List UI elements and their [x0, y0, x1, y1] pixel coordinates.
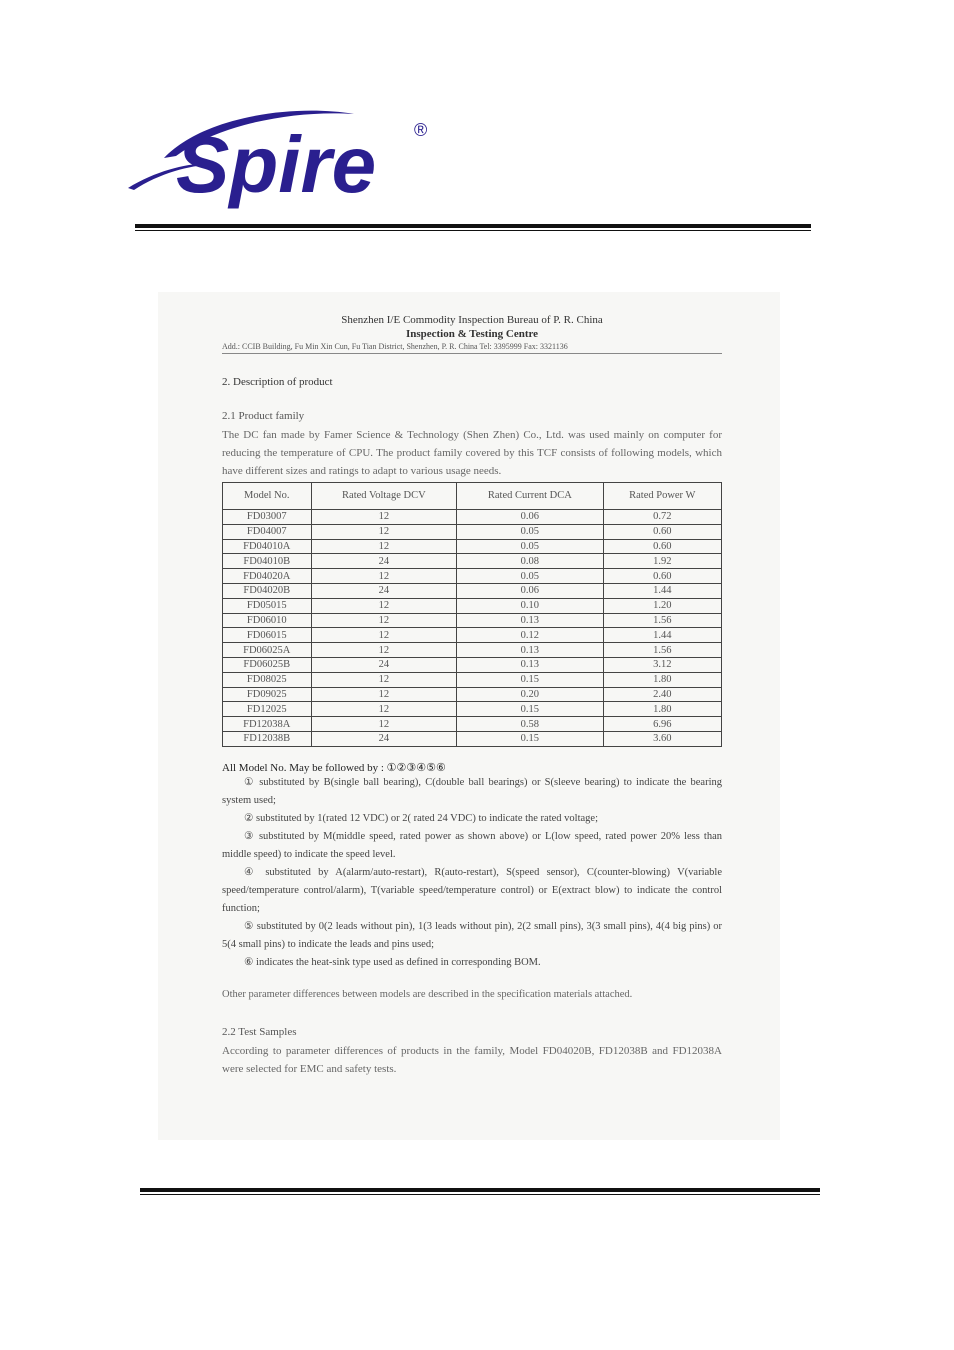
cell-rated-power: 0.60 [603, 569, 721, 584]
table-row [223, 702, 722, 717]
table-row [223, 672, 722, 687]
cell-rated-current: 0.15 [457, 702, 603, 717]
bureau-name: Shenzhen I/E Commodity Inspection Bureau of P. R. China [341, 314, 603, 326]
centre-name: Inspection & Testing Centre [405, 328, 539, 340]
model-table [222, 482, 722, 747]
cell-model-no: FD04020B [223, 583, 312, 598]
cell-rated-voltage: 12 [311, 598, 457, 613]
cell-rated-voltage: 12 [311, 687, 457, 702]
table-row [223, 628, 722, 643]
cell-model-no: FD12038A [223, 717, 312, 732]
cell-rated-current: 0.05 [457, 539, 603, 554]
cell-rated-power: 1.44 [603, 583, 721, 598]
footer-rule-thin [140, 1194, 820, 1195]
table-row [223, 657, 722, 672]
model-table-body [223, 510, 722, 747]
header-rule [135, 224, 811, 228]
cell-rated-power: 3.12 [603, 657, 721, 672]
cell-rated-current: 0.10 [457, 598, 603, 613]
cell-rated-power: 1.56 [603, 643, 721, 658]
cell-model-no: FD09025 [223, 687, 312, 702]
cell-model-no: FD06025A [223, 643, 312, 658]
cell-model-no: FD06015 [223, 628, 312, 643]
cell-rated-current: 0.06 [457, 583, 603, 598]
cell-rated-current: 0.13 [457, 613, 603, 628]
table-row [223, 598, 722, 613]
cell-rated-current: 0.20 [457, 687, 603, 702]
col-rated-voltage: Rated Voltage DCV [311, 483, 457, 510]
header-rule-thin [135, 230, 811, 231]
cell-rated-power: 0.72 [603, 510, 721, 525]
cell-rated-voltage: 12 [311, 569, 457, 584]
product-family-intro: The DC fan made by Famer Science & Technology (Shen Zhen) Co., Ltd. was used mainly on computer for reducing the temperature of CPU. The product family covered by this TCF consists of following models, which have different sizes and ratings to adapt to various usage needs. [222, 429, 722, 477]
cell-rated-current: 0.05 [457, 524, 603, 539]
cell-rated-current: 0.05 [457, 569, 603, 584]
cell-rated-power: 1.56 [603, 613, 721, 628]
cell-rated-voltage: 12 [311, 613, 457, 628]
table-row [223, 510, 722, 525]
suffix-note: ④ substituted by A(alarm/auto-restart), R(auto-restart), S(speed sensor), C(counter-blowing) V(variable speed/temperature control/alarm), T(variable speed/temperature control) or E(extract blow) to indicate the control function; [222, 866, 722, 914]
suffix-notes [222, 774, 722, 972]
cell-model-no: FD04010B [223, 554, 312, 569]
col-model-no: Model No. [223, 483, 312, 510]
cell-rated-current: 0.13 [457, 643, 603, 658]
table-row [223, 554, 722, 569]
logo-registered-mark: ® [414, 120, 428, 140]
subsection-test-samples: 2.2 Test Samples [222, 1025, 297, 1038]
cell-model-no: FD12038B [223, 731, 312, 746]
cell-model-no: FD12025 [223, 702, 312, 717]
other-differences-text: Other parameter differences between models are described in the specification materials attached. [222, 988, 633, 1000]
cell-model-no: FD06010 [223, 613, 312, 628]
footer-rule [140, 1188, 820, 1192]
table-row [223, 717, 722, 732]
cell-rated-voltage: 12 [311, 717, 457, 732]
table-row [223, 569, 722, 584]
cell-rated-current: 0.12 [457, 628, 603, 643]
cell-rated-voltage: 12 [311, 539, 457, 554]
cell-rated-voltage: 12 [311, 702, 457, 717]
model-table-header-row [223, 483, 722, 510]
table-row [223, 539, 722, 554]
cell-rated-current: 0.15 [457, 672, 603, 687]
scanned-document-content [222, 310, 722, 1078]
cell-rated-voltage: 12 [311, 643, 457, 658]
table-row [223, 524, 722, 539]
cell-rated-current: 0.58 [457, 717, 603, 732]
cell-model-no: FD05015 [223, 598, 312, 613]
cell-rated-power: 1.92 [603, 554, 721, 569]
cell-rated-current: 0.06 [457, 510, 603, 525]
suffix-note: ⑤ substituted by 0(2 leads without pin), 1(3 leads without pin), 2(2 small pins), 3(3 small pins), 4(4 big pins) or 5(4 small pins) to indicate the leads and pins used; [222, 920, 722, 950]
cell-rated-power: 0.60 [603, 539, 721, 554]
table-row [223, 613, 722, 628]
cell-rated-power: 1.80 [603, 672, 721, 687]
suffix-note: ② substituted by 1(rated 12 VDC) or 2( rated 24 VDC) to indicate the rated voltage; [244, 812, 598, 824]
suffix-note: ③ substituted by M(middle speed, rated power as shown above) or L(low speed, rated power 20% less than middle speed) to indicate the speed level. [222, 830, 722, 860]
scanned-document [158, 292, 780, 1140]
cell-rated-current: 0.08 [457, 554, 603, 569]
cell-rated-power: 1.20 [603, 598, 721, 613]
cell-rated-power: 1.80 [603, 702, 721, 717]
cell-rated-voltage: 24 [311, 583, 457, 598]
table-row [223, 583, 722, 598]
cell-rated-voltage: 12 [311, 510, 457, 525]
table-row [223, 731, 722, 746]
table-row [223, 687, 722, 702]
cell-model-no: FD04010A [223, 539, 312, 554]
cell-rated-voltage: 12 [311, 524, 457, 539]
cell-rated-power: 3.60 [603, 731, 721, 746]
cell-rated-voltage: 24 [311, 657, 457, 672]
cell-model-no: FD03007 [223, 510, 312, 525]
bureau-address: Add.: CCIB Building, Fu Min Xin Cun, Fu Tian District, Shenzhen, P. R. China Tel: 3395999 Fax: 3321136 [222, 342, 722, 354]
cell-rated-power: 2.40 [603, 687, 721, 702]
cell-rated-power: 0.60 [603, 524, 721, 539]
cell-model-no: FD06025B [223, 657, 312, 672]
spire-logo [124, 96, 444, 221]
cell-rated-voltage: 24 [311, 554, 457, 569]
cell-rated-current: 0.15 [457, 731, 603, 746]
cell-rated-current: 0.13 [457, 657, 603, 672]
table-row [223, 643, 722, 658]
cell-model-no: FD04020A [223, 569, 312, 584]
cell-rated-voltage: 12 [311, 672, 457, 687]
section-title: 2. Description of product [222, 376, 333, 388]
col-rated-power: Rated Power W [603, 483, 721, 510]
cell-rated-power: 1.44 [603, 628, 721, 643]
test-samples-text: According to parameter differences of products in the family, Model FD04020B, FD12038B and FD12038A were selected for EMC and safety tests. [222, 1044, 722, 1075]
logo-wordmark: Spire [176, 120, 377, 209]
cell-rated-voltage: 24 [311, 731, 457, 746]
suffix-note: ① substituted by B(single ball bearing), C(double ball bearings) or S(sleeve bearing) to indicate the bearing system used; [222, 776, 722, 806]
cell-rated-voltage: 12 [311, 628, 457, 643]
col-rated-current: Rated Current DCA [457, 483, 603, 510]
cell-model-no: FD04007 [223, 524, 312, 539]
subsection-product-family: 2.1 Product family [222, 410, 305, 422]
model-suffix-title: All Model No. May be followed by : ①②③④⑤⑥ [222, 761, 446, 774]
suffix-note: ⑥ indicates the heat-sink type used as defined in corresponding BOM. [244, 956, 541, 968]
cell-model-no: FD08025 [223, 672, 312, 687]
cell-rated-power: 6.96 [603, 717, 721, 732]
